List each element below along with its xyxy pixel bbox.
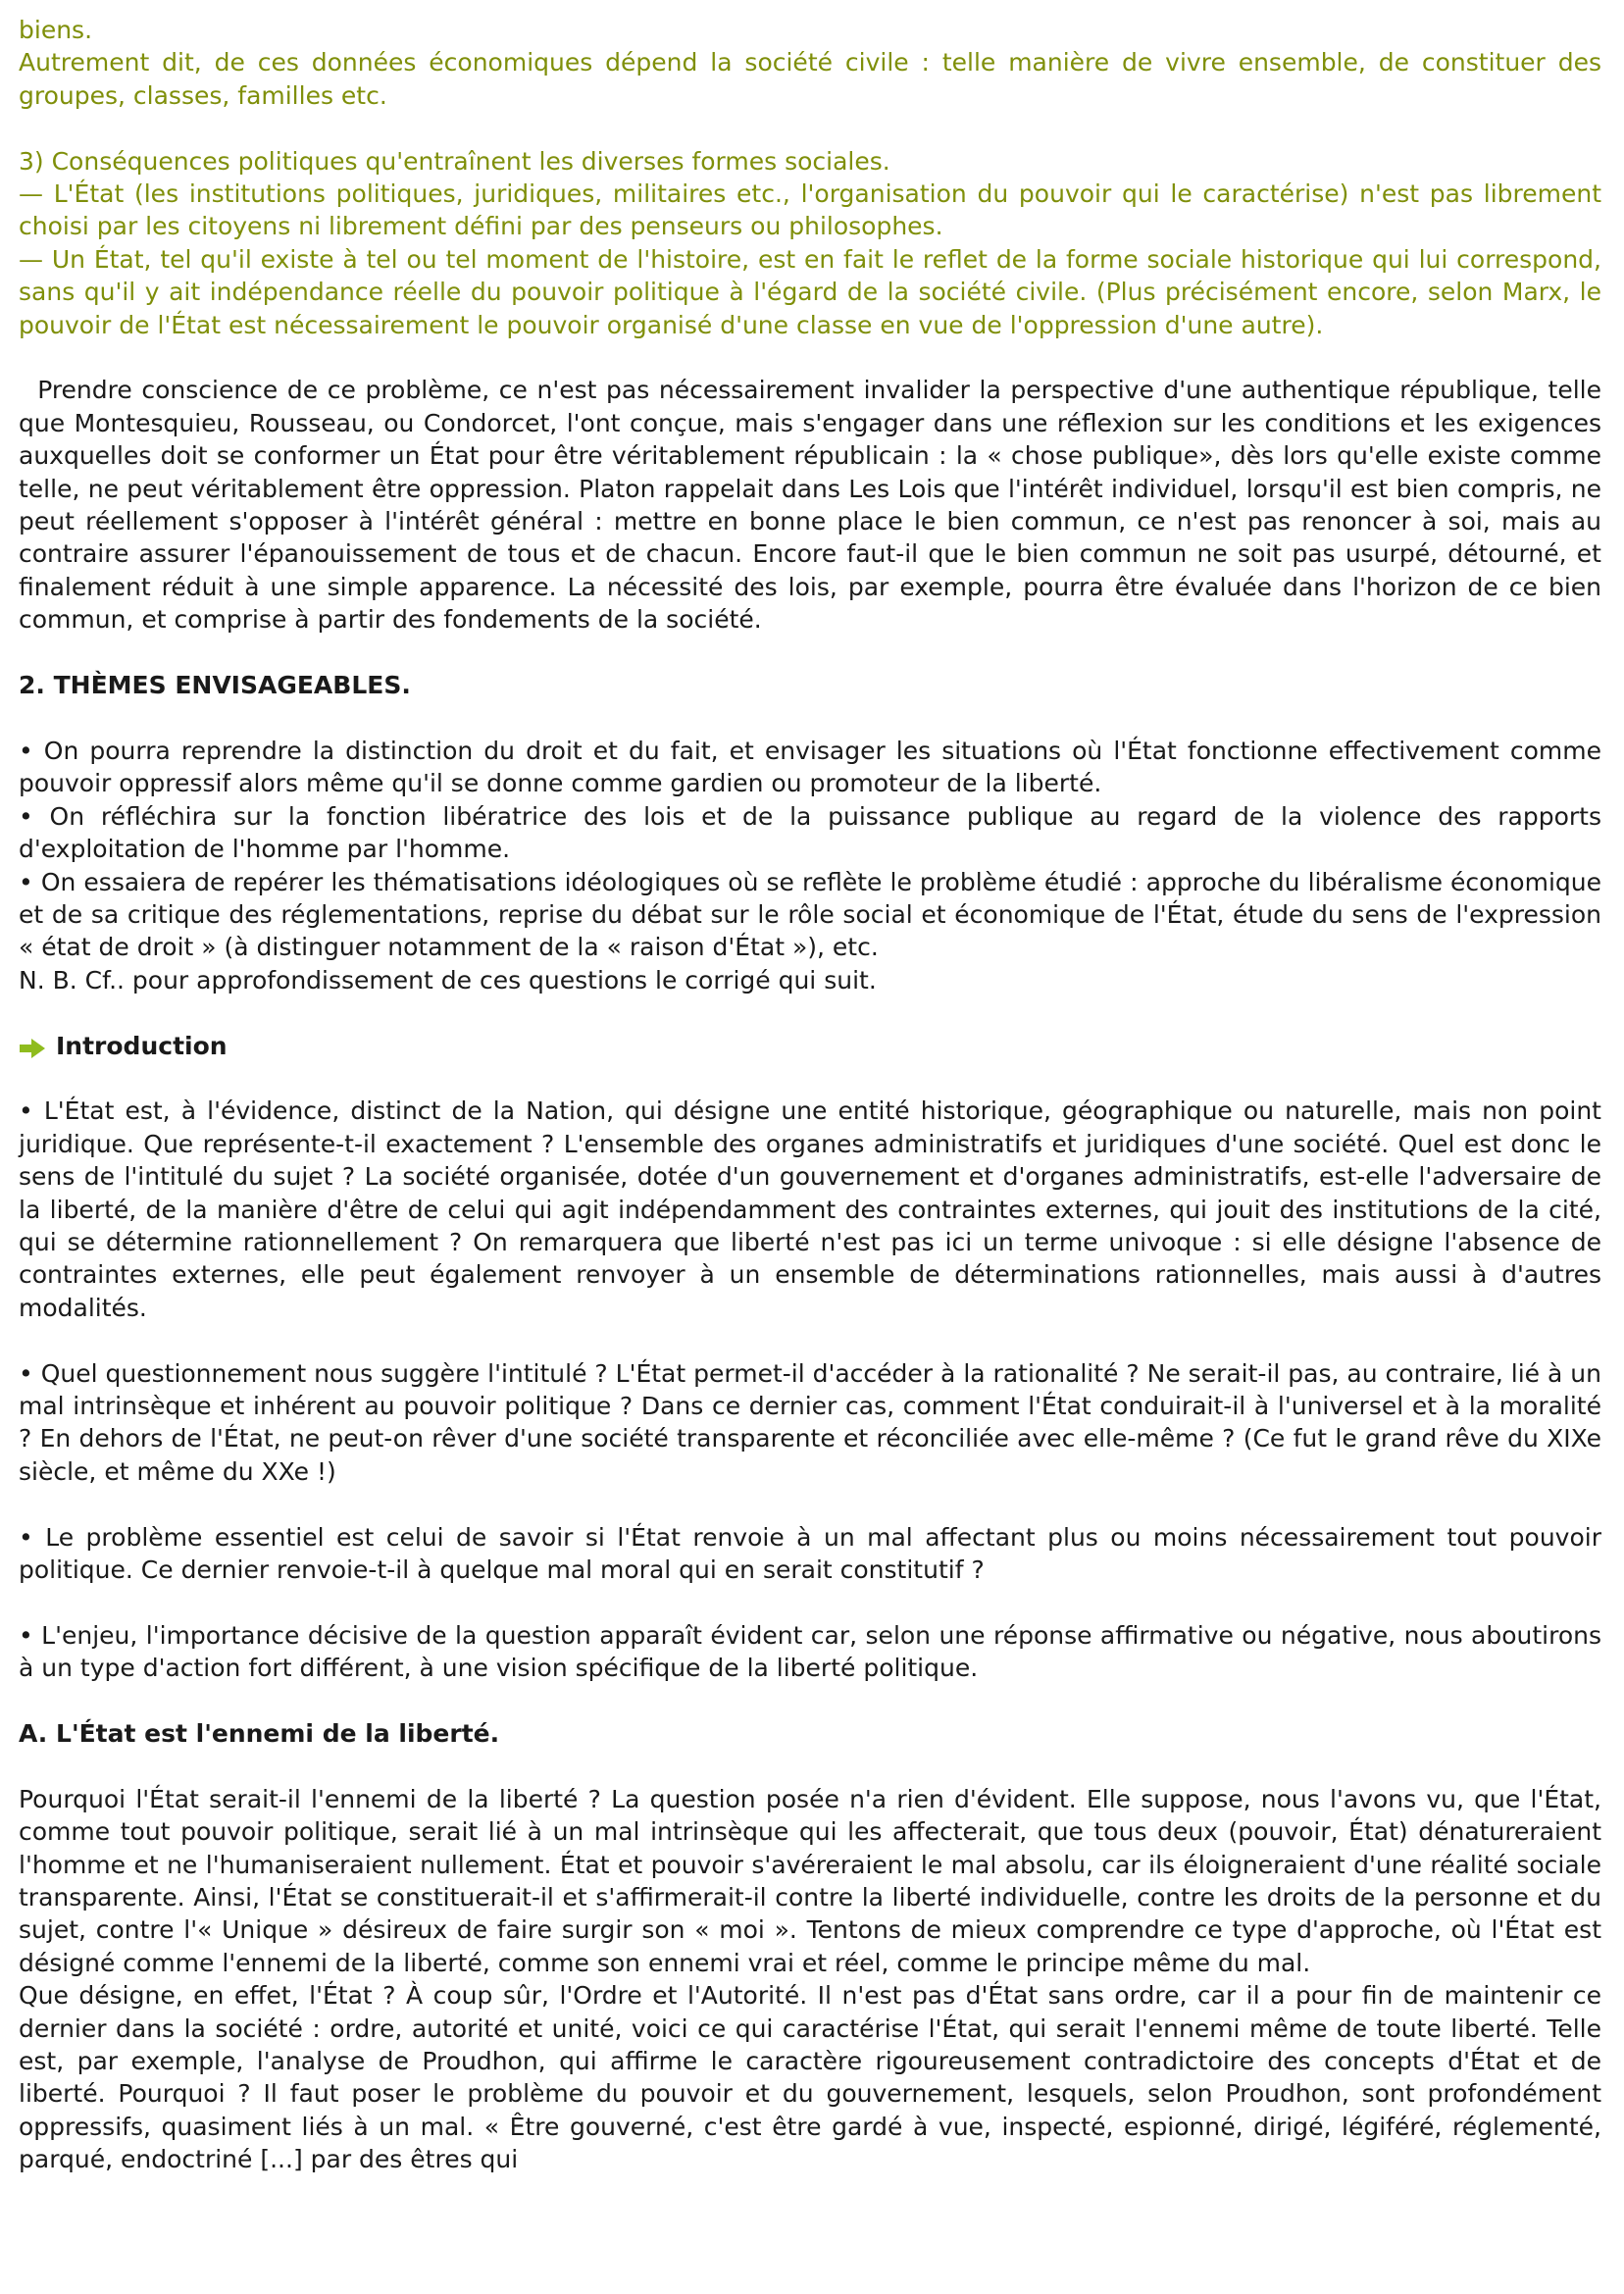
paragraph-autrement-dit: Autrement dit, de ces données économiques dépend la société civile : telle manière de vivre ensemble, de constituer des groupes, classes, familles etc. — [19, 48, 1601, 110]
introduction-paragraph-1: • L'État est, à l'évidence, distinct de la Nation, qui désigne une entité historique, géographique ou naturelle, mais non point juridique. Que représente-t-il exactement ? L'ensemble des organes administratifs et juridiques d'une société. Quel est donc le sens de l'intitulé du sujet ? La société organisée, dotée d'un gouvernement et d'organes administratifs, est-elle l'adversaire de la liberté, de la manière d'être de celui qui agit indépendamment des contraintes externes, qui jouit des institutions de la cité, qui se détermine rationnellement ? On remarquera que liberté n'est pas ici un terme univoque : si elle désigne l'absence de contraintes externes, elle peut également renvoyer à un ensemble de déterminations rationnelles, mais aussi à d'autres modalités. — [19, 1096, 1601, 1322]
paragraph-prendre-conscience: Prendre conscience de ce problème, ce n'est pas nécessairement invalider la perspective d'une authentique république, telle que Montesquieu, Rousseau, ou Condorcet, l'ont conçue, mais s'engager dans une réflexion sur les conditions et les exigences auxquelles doit se conformer un État pour être véritablement républicain : la « chose publique», dès lors qu'elle existe comme telle, ne peut véritablement être oppression. Platon rappelait dans Les Lois que l'intérêt individuel, lorsqu'il est bien compris, ne peut réellement s'opposer à l'intérêt général : mettre en bonne place le bien commun, ce n'est pas renoncer à soi, mais au contraire assurer l'épanouissement de tous et de chacun. Encore faut-il que le bien commun ne soit pas usurpé, détourné, et finalement réduit à une simple apparence. La nécessité des lois, par exemple, pourra être évaluée dans l'horizon de ce bien commun, et comprise à partir des fondements de la société. — [19, 376, 1609, 635]
spacer — [19, 1062, 1601, 1095]
spacer — [19, 701, 1601, 734]
introduction-heading-row — [19, 1030, 1601, 1062]
introduction-heading: Introduction — [56, 1031, 228, 1060]
arrow-right-icon — [19, 1035, 46, 1056]
section-heading-part-a: A. L'État est l'ennemi de la liberté. — [19, 1718, 500, 1748]
part-a-paragraph-2: Que désigne, en effet, l'État ? À coup sûr, l'Ordre et l'Autorité. Il n'est pas d'État sans ordre, car il a pour fin de maintenir ce dernier dans la société : ordre, autorité et unité, voici ce qui caractérise l'État, qui serait l'ennemi même de toute liberté. Telle est, par exemple, l'analyse de Proudhon, qui affirme le caractère rigoureusement contradictoire des concepts d'État et de liberté. Pourquoi ? Il faut poser le problème du pouvoir et du gouvernement, lesquels, selon Proudhon, sont profondément oppressifs, quasiment liés à un mal. « Être gouverné, c'est être gardé à vue, inspecté, espionné, dirigé, légiféré, réglementé, parqué, endoctriné [...] par des êtres qui — [19, 1981, 1601, 2174]
section-heading-themes: 2. THÈMES ENVISAGEABLES. — [19, 671, 411, 700]
spacer — [19, 341, 1601, 374]
spacer — [19, 112, 1601, 144]
spacer — [19, 637, 1601, 669]
note-nb: N. B. Cf.. pour approfondissement de ces questions le corrigé qui suit. — [19, 965, 877, 994]
list-item-theme-1: • On pourra reprendre la distinction du droit et du fait, et envisager les situations où l'État fonctionne effectivement comme pouvoir oppressif alors même qu'il se donne comme gardien ou promoteur de la liberté. — [19, 736, 1601, 798]
introduction-paragraph-2: • Quel questionnement nous suggère l'intitulé ? L'État permet-il d'accéder à la rationalité ? Ne serait-il pas, au contraire, lié à un mal intrinsèque et inhérent au pouvoir politique ? Dans ce dernier cas, comment l'État conduirait-il à l'universel et à la moralité ? En dehors de l'État, ne peut-on rêver d'une société transparente et réconciliée avec elle-même ? (Ce fut le grand rêve du XIXe siècle, et même du XXe !) — [19, 1358, 1601, 1486]
spacer — [19, 1488, 1601, 1520]
paragraph-etat-reflet: — Un État, tel qu'il existe à tel ou tel moment de l'histoire, est en fait le reflet de la forme sociale historique qui lui correspond, sans qu'il y ait indépendance réelle du pouvoir politique à l'égard de la société civile. (Plus précisément encore, selon Marx, le pouvoir de l'État est nécessairement le pouvoir organisé d'une classe en vue de l'oppression d'une autre). — [19, 244, 1601, 339]
list-item-theme-2: • On réfléchira sur la fonction libératrice des lois et de la puissance publique au regard de la violence des rapports d'exploitation de l'homme par l'homme. — [19, 801, 1601, 864]
introduction-paragraph-3: • Le problème essentiel est celui de savoir si l'État renvoie à un mal affectant plus ou moins nécessairement tout pouvoir politique. Ce dernier renvoie-t-il à quelque mal moral qui en serait constitutif ? — [19, 1522, 1601, 1584]
paragraph-biens: biens. — [19, 16, 93, 44]
spacer — [19, 996, 1601, 1029]
spacer — [19, 1750, 1601, 1782]
list-item-theme-3: • On essaiera de repérer les thématisations idéologiques où se reflète le problème étudié : approche du libéralisme économique et de sa critique des réglementations, reprise du débat sur le rôle social et économique de l'État, étude du sens de l'expression « état de droit » (à distinguer notamment de la « raison d'État »), etc. — [19, 867, 1601, 962]
spacer — [19, 1324, 1601, 1356]
spacer — [19, 1685, 1601, 1717]
paragraph-consequences-politiques: 3) Conséquences politiques qu'entraînent les diverses formes sociales. — [19, 146, 890, 176]
paragraph-etat-institutions: — L'État (les institutions politiques, juridiques, militaires etc., l'organisation du pouvoir qui le caractérise) n'est pas librement choisi par les citoyens ni librement défini par des penseurs ou philosophes. — [19, 179, 1601, 241]
introduction-paragraph-4: • L'enjeu, l'importance décisive de la question apparaît évident car, selon une réponse affirmative ou négative, nous aboutirons à un type d'action fort différent, à une vision spécifique de la liberté politique. — [19, 1620, 1601, 1683]
spacer — [19, 1586, 1601, 1618]
document-page — [19, 14, 1609, 2176]
part-a-paragraph-1: Pourquoi l'État serait-il l'ennemi de la liberté ? La question posée n'a rien d'évident. Elle suppose, nous l'avons vu, que l'État, comme tout pouvoir politique, serait lié à un mal intrinsèque qui les affecterait, que tous deux (pouvoir, État) dénatureraient l'homme et ne l'humaniseraient nullement. État et pouvoir s'avéreraient le mal absolu, car ils éloigneraient d'une réalité sociale transparente. Ainsi, l'État se constituerait-il et s'affirmerait-il contre la liberté individuelle, contre les droits de la personne et du sujet, contre l'« Unique » désireux de faire surgir son « moi ». Tentons de mieux comprendre ce type d'approche, où l'État est désigné comme l'ennemi de la liberté, comme son ennemi vrai et réel, comme le principe même du mal. — [19, 1784, 1601, 1977]
